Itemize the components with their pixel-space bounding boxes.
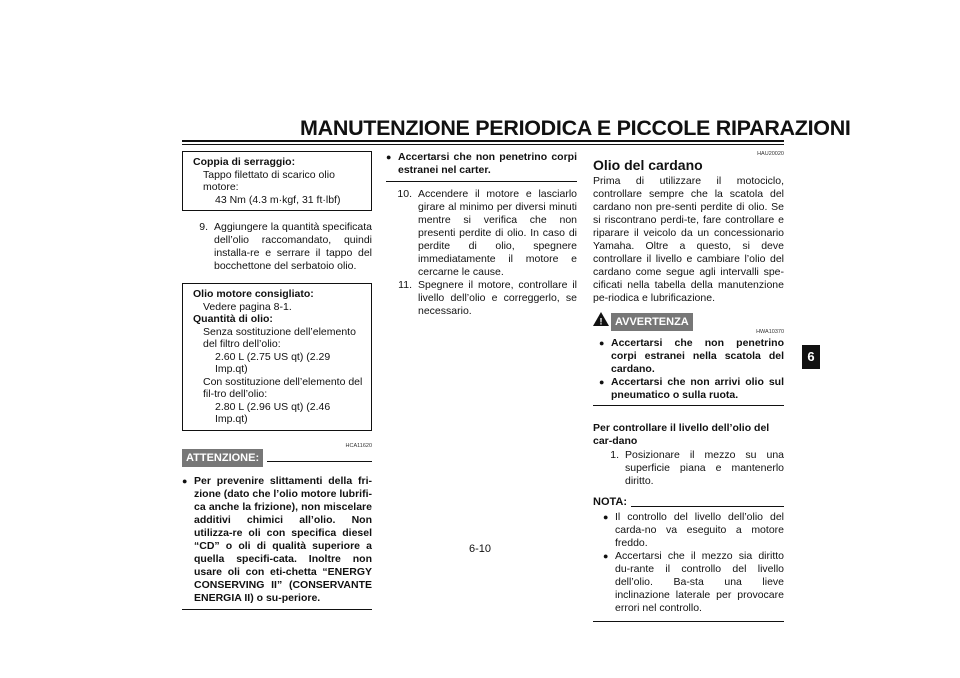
bullet-icon: ● [599, 338, 605, 348]
chapter-tab[interactable]: 6 [802, 345, 820, 369]
warning-triangle-icon [593, 312, 609, 331]
oil-label: Olio motore consigliato: [193, 288, 314, 300]
step-10-number: 10. [397, 188, 412, 200]
caution-text: Per prevenire slittamenti della fri-zione (dato che l’olio motore lubrifi-ca anche la frizione), non miscelare additivi chimici all’olio. Non utilizza-re oli con specifica diesel “CD” o oli di qualità superiore a quella specifi-cata. Inoltre non usare oli con eti-chetta “ENERGY CONSERVING II” (CONSERVANTE ENERGIA II) o su-periore. [194, 474, 372, 604]
step-9 [182, 221, 372, 273]
bullet-icon: ● [599, 377, 605, 387]
warning-end-rule [593, 405, 784, 406]
step-11-text: Spegnere il motore, controllare il livello dell’olio e correggerlo, se necessario. [418, 279, 577, 317]
intro-paragraph: Prima di utilizzare il motociclo, controllare sempre che la scatola del cardano non pre-senti perdite di olio. Se si riscontrano perdi-te, fare controllare e riparare il veicolo da un concessionario Yamaha. Oltre a questo, si deve controllare il livello e cambiare l’olio del cardano come segue agli intervalli spe-cificati nella tabella della manutenzione pe-riodica e lubrificazione. [593, 175, 784, 304]
step-11 [386, 279, 577, 318]
column-3 [593, 151, 784, 622]
bullet-icon: ● [386, 152, 392, 162]
caution-header [182, 449, 372, 467]
nota-end-rule [593, 621, 784, 622]
oil-value-3: 2.60 L (2.75 US qt) (2.29 Imp.qt) [215, 350, 331, 375]
torque-label: Coppia di serraggio: [193, 156, 296, 168]
oil-value-2: Senza sostituzione dell’elemento del filtro dell’olio: [203, 325, 356, 350]
step-1-number: 1. [610, 449, 619, 461]
step-11-number: 11. [398, 279, 412, 291]
page-number: 6-10 [468, 543, 492, 555]
caution-end-rule [182, 609, 372, 610]
step-1-text: Posizionare il mezzo su una superficie piana e mantenerlo diritto. [625, 449, 784, 487]
page-title: MANUTENZIONE PERIODICA E PICCOLE RIPARAZIONI [300, 116, 851, 140]
warning-text-1: Accertarsi che non penetrino corpi estranei nella scatola del cardano. [611, 337, 784, 375]
bullet-icon: ● [603, 551, 609, 561]
nota-item-1 [593, 511, 784, 550]
carter-bullet-text: Accertarsi che non penetrino corpi estranei nel carter. [398, 151, 577, 176]
caution-rule [267, 461, 372, 462]
torque-value: 43 Nm (4.3 m·kgf, 31 ft·lbf) [215, 193, 341, 206]
section-ref-code: HAU20020 [757, 151, 784, 157]
warning-badge: AVVERTENZA [611, 313, 693, 331]
step-10-text: Accendere il motore e lasciarlo girare al minimo per diversi minuti mentre si verifica che non presenti perdite di olio. In caso di perdite di olio, spegnere immediatamente il motore e cercarne le cause. [418, 188, 577, 278]
bullet-icon: ● [603, 512, 609, 522]
oil-value-4: Con sostituzione dell’elemento del fil-tro dell’olio: [203, 375, 363, 400]
svg-text:!: ! [599, 316, 603, 326]
subheading: Per controllare il livello dell’olio del car-dano [593, 422, 770, 447]
title-rule-thin [182, 144, 784, 145]
nota-rule [631, 506, 784, 507]
step-9-text: Aggiungere la quantità specificata dell’olio raccomandato, quindi installa-re e serrare il tappo del bocchettone del serbatoio olio. [214, 221, 372, 272]
torque-line1: Tappo filettato di scarico olio motore: [203, 168, 335, 193]
nota-label: NOTA: [593, 496, 628, 508]
warning-item-2 [593, 376, 784, 402]
oil-value-5: 2.80 L (2.96 US qt) (2.46 Imp.qt) [215, 400, 331, 425]
oil-quantity-label: Quantità di olio: [193, 313, 273, 325]
nota-text-2: Accertarsi che il mezzo sia diritto du-rante il controllo del livello dell’olio. Ba-sta una lieve inclinazione laterale per provocare errori nel controllo. [615, 550, 784, 614]
step-10 [386, 188, 577, 279]
title-rule [182, 140, 784, 142]
torque-spec-box [182, 151, 372, 211]
section-heading: Olio del cardano [593, 157, 703, 173]
oil-spec-box [182, 283, 372, 431]
step-1 [593, 449, 784, 488]
bullet-icon: ● [182, 475, 188, 486]
nota-item-2 [593, 550, 784, 615]
carter-bullet [386, 151, 577, 177]
nota-header [593, 496, 784, 508]
warning-text-2: Accertarsi che non arrivi olio sul pneumatico o sulla ruota. [611, 376, 784, 401]
caution-ref-code: HCA11620 [345, 442, 372, 449]
step-9-number: 9. [199, 221, 208, 233]
warning-ref-code: HWA10370 [756, 329, 784, 335]
bullet-end-rule [386, 181, 577, 182]
warning-item-1 [593, 337, 784, 376]
caution-item [182, 475, 372, 605]
warning-header [593, 312, 784, 331]
oil-value-1: Vedere pagina 8-1. [203, 300, 292, 313]
column-2 [386, 151, 577, 318]
nota-text-1: Il controllo del livello dell’olio del carda-no va eseguito a motore freddo. [615, 511, 784, 549]
caution-badge: ATTENZIONE: [182, 449, 263, 467]
column-1 [182, 151, 372, 610]
